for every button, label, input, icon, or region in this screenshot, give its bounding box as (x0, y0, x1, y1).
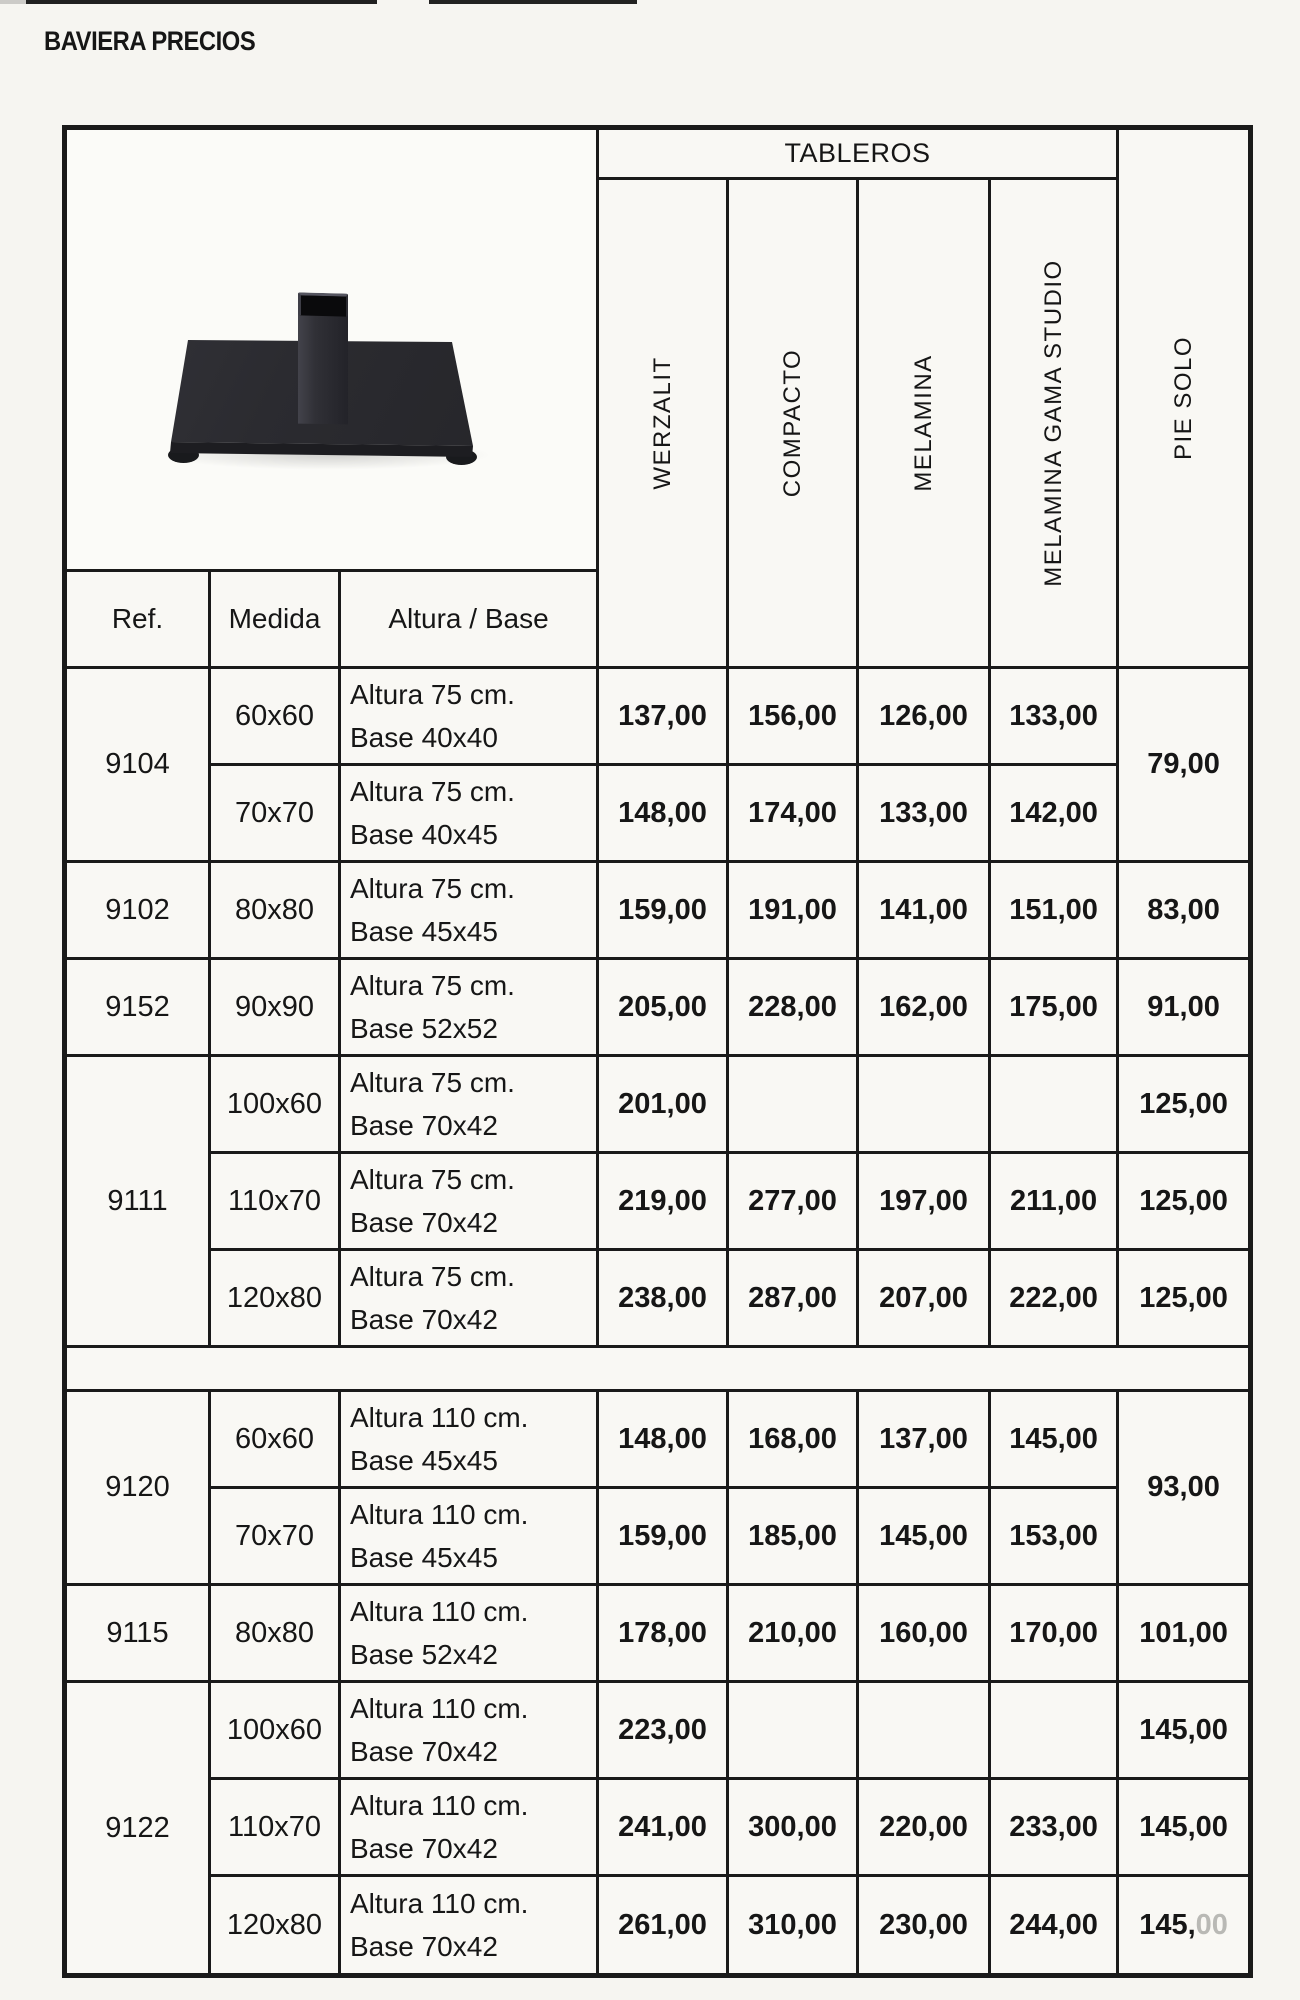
price-gama-studio: 133,00 (990, 668, 1118, 765)
base-line: Base 45x45 (350, 916, 498, 947)
altura-line: Altura 110 cm. (350, 1402, 529, 1433)
pie-solo-label: PIE SOLO (1169, 335, 1197, 461)
col-header-melamina (858, 179, 990, 668)
altura-base-cell (340, 1779, 598, 1876)
price-werzalit: 148,00 (598, 1391, 728, 1488)
price-compacto: 287,00 (728, 1250, 858, 1347)
werzalit-label: WERZALIT (648, 356, 676, 490)
price-werzalit: 238,00 (598, 1250, 728, 1347)
ref-cell: 9104 (65, 668, 210, 862)
altura-line: Altura 110 cm. (350, 1693, 529, 1724)
altura-line: Altura 110 cm. (350, 1596, 529, 1627)
price-melamina: 145,00 (858, 1488, 990, 1585)
medida-cell: 100x60 (210, 1682, 340, 1779)
col-header-melamina-gama-studio (990, 179, 1118, 668)
table-row (65, 668, 1251, 765)
price-compacto-empty (728, 1056, 858, 1153)
price-pie-solo: 125,00 (1118, 1056, 1251, 1153)
price-gama-studio: 233,00 (990, 1779, 1118, 1876)
price-compacto-empty (728, 1682, 858, 1779)
price-melamina: 230,00 (858, 1876, 990, 1976)
base-line: Base 45x45 (350, 1445, 498, 1476)
altura-base-cell (340, 1153, 598, 1250)
altura-base-cell (340, 668, 598, 765)
base-line: Base 70x42 (350, 1304, 498, 1335)
price-compacto: 310,00 (728, 1876, 858, 1976)
altura-line: Altura 75 cm. (350, 1261, 515, 1292)
price-pie-solo: 145,00 (1118, 1779, 1251, 1876)
price-compacto: 185,00 (728, 1488, 858, 1585)
price-compacto: 191,00 (728, 862, 858, 959)
price-gama-studio: 145,00 (990, 1391, 1118, 1488)
melamina-label: MELAMINA (909, 354, 937, 492)
tableros-group-header: TABLEROS (598, 128, 1118, 179)
base-column-opening (298, 292, 348, 316)
medida-cell: 80x80 (210, 1585, 340, 1682)
price-werzalit: 223,00 (598, 1682, 728, 1779)
price-compacto: 156,00 (728, 668, 858, 765)
altura-line: Altura 75 cm. (350, 1067, 515, 1098)
altura-line: Altura 110 cm. (350, 1499, 529, 1530)
table-row (65, 862, 1251, 959)
price-melamina: 220,00 (858, 1779, 990, 1876)
col-header-ref: Ref. (65, 571, 210, 668)
price-pie-solo: 125,00 (1118, 1250, 1251, 1347)
price-gama-studio: 175,00 (990, 959, 1118, 1056)
page-title: BAVIERA PRECIOS (44, 26, 256, 56)
table-row (65, 1585, 1251, 1682)
col-header-medida: Medida (210, 571, 340, 668)
compacto-label: COMPACTO (778, 348, 806, 498)
price-compacto: 277,00 (728, 1153, 858, 1250)
base-line: Base 70x42 (350, 1931, 498, 1962)
melamina-gama-studio-label: MELAMINA GAMA STUDIO (1039, 259, 1067, 587)
price-melamina-empty (858, 1682, 990, 1779)
base-line: Base 52x42 (350, 1639, 498, 1670)
table-row (65, 959, 1251, 1056)
medida-cell: 90x90 (210, 959, 340, 1056)
medida-cell: 120x80 (210, 1250, 340, 1347)
altura-base-cell (340, 1488, 598, 1585)
price-gama-studio: 142,00 (990, 765, 1118, 862)
price-werzalit: 219,00 (598, 1153, 728, 1250)
base-line: Base 40x40 (350, 722, 498, 753)
altura-line: Altura 75 cm. (350, 970, 515, 1001)
price-werzalit: 148,00 (598, 765, 728, 862)
medida-cell: 100x60 (210, 1056, 340, 1153)
base-line: Base 70x42 (350, 1736, 498, 1767)
altura-base-cell (340, 1391, 598, 1488)
price-faded-digits: 00 (1195, 1908, 1228, 1941)
price-pie-solo (1118, 1876, 1251, 1976)
base-line: Base 45x45 (350, 1542, 498, 1573)
table-row (65, 1391, 1251, 1488)
price-werzalit: 137,00 (598, 668, 728, 765)
ref-cell: 9152 (65, 959, 210, 1056)
medida-cell: 120x80 (210, 1876, 340, 1976)
price-melamina: 162,00 (858, 959, 990, 1056)
medida-cell: 110x70 (210, 1153, 340, 1250)
altura-base-cell (340, 862, 598, 959)
scan-edge-artifact (0, 0, 1300, 4)
altura-line: Altura 75 cm. (350, 679, 515, 710)
price-compacto: 300,00 (728, 1779, 858, 1876)
price-melamina-empty (858, 1056, 990, 1153)
price-pie-solo: 79,00 (1118, 668, 1251, 862)
altura-line: Altura 75 cm. (350, 776, 515, 807)
table-row (65, 1682, 1251, 1779)
altura-line: Altura 110 cm. (350, 1888, 529, 1919)
price-melamina: 141,00 (858, 862, 990, 959)
price-pie-solo: 101,00 (1118, 1585, 1251, 1682)
medida-cell: 70x70 (210, 765, 340, 862)
price-werzalit: 201,00 (598, 1056, 728, 1153)
table-row (65, 1250, 1251, 1347)
medida-cell: 80x80 (210, 862, 340, 959)
separator-cell (65, 1347, 1251, 1391)
price-main-digits: 145, (1139, 1908, 1196, 1941)
medida-cell: 70x70 (210, 1488, 340, 1585)
table-row (65, 1779, 1251, 1876)
base-column (298, 302, 348, 425)
table-row (65, 765, 1251, 862)
altura-base-cell (340, 1585, 598, 1682)
base-line: Base 70x42 (350, 1207, 498, 1238)
altura-base-cell (340, 765, 598, 862)
ref-cell: 9115 (65, 1585, 210, 1682)
ref-cell: 9122 (65, 1682, 210, 1976)
price-compacto: 168,00 (728, 1391, 858, 1488)
price-pie-solo: 125,00 (1118, 1153, 1251, 1250)
altura-base-cell (340, 959, 598, 1056)
ref-cell: 9120 (65, 1391, 210, 1585)
base-line: Base 40x45 (350, 819, 498, 850)
altura-line: Altura 110 cm. (350, 1790, 529, 1821)
price-melamina: 126,00 (858, 668, 990, 765)
product-photo (67, 130, 596, 569)
price-werzalit: 159,00 (598, 862, 728, 959)
altura-base-cell (340, 1682, 598, 1779)
price-werzalit: 159,00 (598, 1488, 728, 1585)
col-header-altura-base: Altura / Base (340, 571, 598, 668)
altura-base-cell (340, 1056, 598, 1153)
price-pie-solo: 145,00 (1118, 1682, 1251, 1779)
col-header-pie-solo (1118, 128, 1251, 668)
table-row (65, 1488, 1251, 1585)
table-row (65, 1876, 1251, 1976)
price-table (62, 125, 1253, 1978)
price-gama-studio: 211,00 (990, 1153, 1118, 1250)
price-pie-solo: 83,00 (1118, 862, 1251, 959)
altura-line: Altura 75 cm. (350, 1164, 515, 1195)
price-gama-studio: 170,00 (990, 1585, 1118, 1682)
altura-line: Altura 75 cm. (350, 873, 515, 904)
price-gama-studio-empty (990, 1682, 1118, 1779)
price-werzalit: 178,00 (598, 1585, 728, 1682)
altura-base-cell (340, 1876, 598, 1976)
table-row (65, 1153, 1251, 1250)
price-melamina: 207,00 (858, 1250, 990, 1347)
price-werzalit: 261,00 (598, 1876, 728, 1976)
col-header-compacto (728, 179, 858, 668)
group-header-row (65, 128, 1251, 179)
product-photo-cell (65, 128, 598, 571)
base-line: Base 70x42 (350, 1110, 498, 1141)
price-melamina: 137,00 (858, 1391, 990, 1488)
price-compacto: 228,00 (728, 959, 858, 1056)
price-compacto: 210,00 (728, 1585, 858, 1682)
medida-cell: 60x60 (210, 1391, 340, 1488)
price-werzalit: 205,00 (598, 959, 728, 1056)
ref-cell: 9102 (65, 862, 210, 959)
table-row (65, 1056, 1251, 1153)
base-line: Base 70x42 (350, 1833, 498, 1864)
price-gama-studio: 222,00 (990, 1250, 1118, 1347)
medida-cell: 60x60 (210, 668, 340, 765)
base-line: Base 52x52 (350, 1013, 498, 1044)
price-gama-studio-empty (990, 1056, 1118, 1153)
price-pie-solo: 93,00 (1118, 1391, 1251, 1585)
price-melamina: 133,00 (858, 765, 990, 862)
medida-cell: 110x70 (210, 1779, 340, 1876)
price-melamina: 197,00 (858, 1153, 990, 1250)
separator-row (65, 1347, 1251, 1391)
price-pie-solo: 91,00 (1118, 959, 1251, 1056)
price-melamina: 160,00 (858, 1585, 990, 1682)
price-compacto: 174,00 (728, 765, 858, 862)
altura-base-cell (340, 1250, 598, 1347)
price-gama-studio: 151,00 (990, 862, 1118, 959)
price-gama-studio: 153,00 (990, 1488, 1118, 1585)
price-werzalit: 241,00 (598, 1779, 728, 1876)
ref-cell: 9111 (65, 1056, 210, 1347)
col-header-werzalit (598, 179, 728, 668)
price-gama-studio: 244,00 (990, 1876, 1118, 1976)
